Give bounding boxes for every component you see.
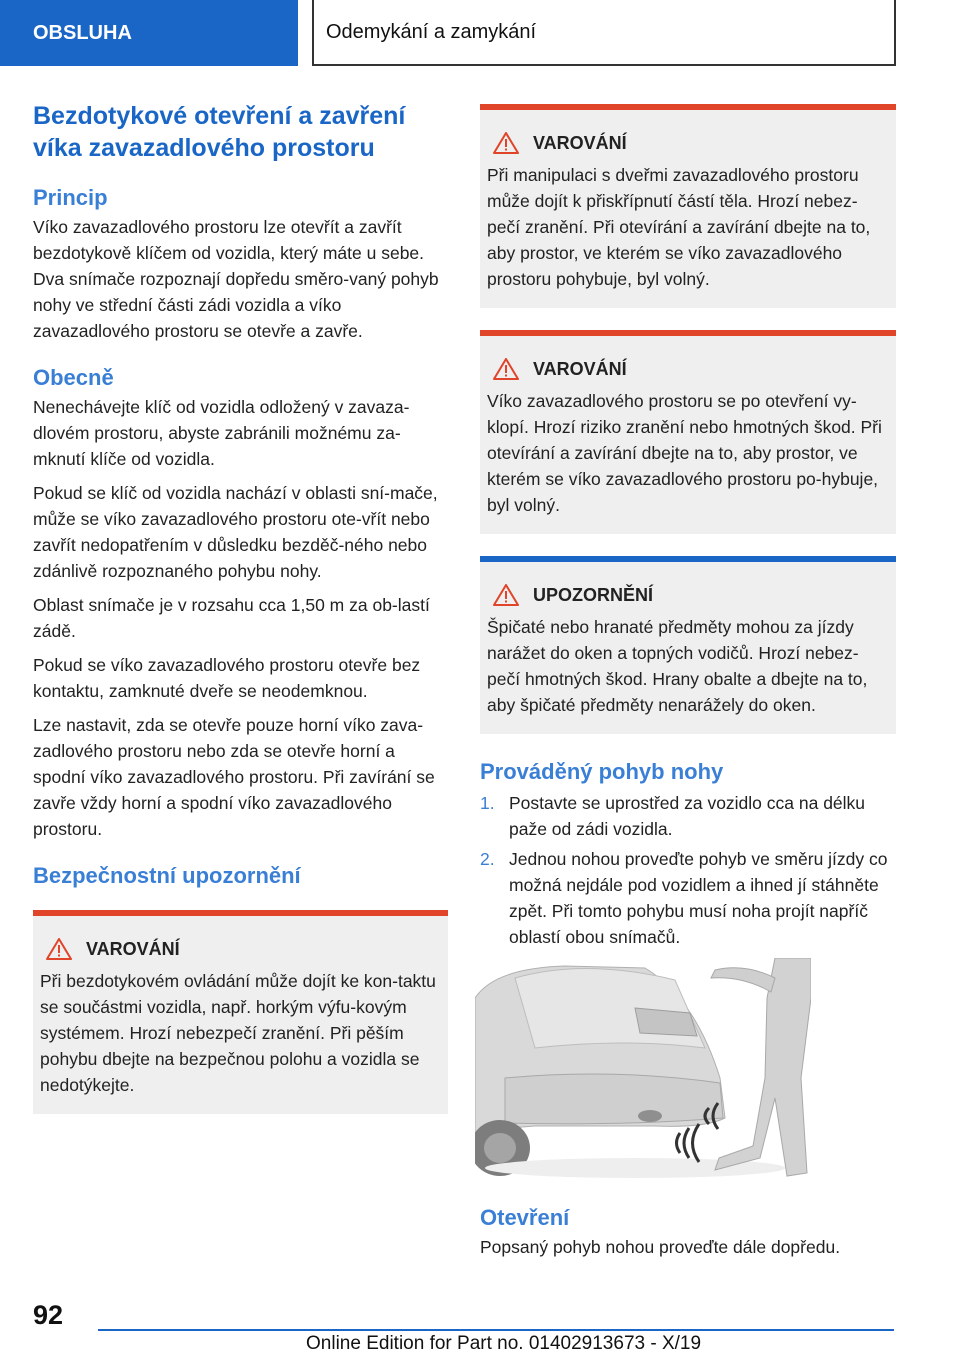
warning-title (487, 130, 889, 156)
warning-label: VAROVÁNÍ (86, 939, 180, 959)
warning-text: Víko zavazadlového prostoru se po otevření vy-klopí. Hrozí riziko zranění nebo hmotných škod. Při otevírání a zavírání dbejte na to, aby prostor, ve kterém se víko zavazadlového prostoru po-hybuje, byl volný. (487, 391, 882, 515)
warning-text: Při manipulaci s dveřmi zavazadlového prostoru může dojít k přiskřípnutí částí těla. Hrozí nebez-pečí zranění. Při otevírání a zavírání dbejte na to, aby prostor, ve kterém se víko zavazadlového prostoru pohybuje, byl volný. (487, 165, 871, 289)
general-paragraph: Nenechávejte klíč od vozidla odložený v zavaza-dlovém prostoru, abyste zabránili možnému za-mknutí klíče od vozidla. (33, 397, 410, 469)
warning-box (33, 910, 448, 1114)
open-heading: Otevření (480, 1205, 570, 1230)
warning-box (480, 330, 896, 534)
warning-triangle-icon (46, 938, 72, 960)
list-item (480, 846, 896, 950)
list-item (480, 790, 896, 842)
warning-triangle-icon (493, 358, 519, 380)
warning-box (480, 104, 896, 308)
general-paragraph: Pokud se víko zavazadlového prostoru otevře bez kontaktu, zamknuté dveře se neodemknou. (33, 655, 421, 701)
step-text: Jednou nohou proveďte pohyb ve směru jízdy co možná nejdále pod vozidlem a ihned jí stáhněte zpět. Při tomto pohybu musí noha projít napříč oblastí obou snímačů. (509, 849, 888, 947)
motion-heading: Prováděný pohyb nohy (480, 759, 724, 784)
notice-text: Špičaté nebo hranaté předměty mohou za jízdy narážet do oken a topných vodičů. Hrozí nebez-pečí hmotných škod. Hrany obalte a dbejte na to, aby špičaté předměty nenarážely do oken. (487, 617, 868, 715)
principle-heading: Princip (33, 185, 108, 210)
page-header (0, 0, 960, 66)
right-column (480, 104, 896, 1260)
safety-heading: Bezpečnostní upozornění (33, 863, 301, 888)
left-column (33, 100, 448, 1114)
page-number: 92 (33, 1300, 64, 1330)
notice-title (487, 582, 889, 608)
step-number: 2. (480, 849, 495, 869)
general-paragraph: Lze nastavit, zda se otevře pouze horní víko zava-zadlového prostoru nebo zda se otevře horní a spodní víko zavazadlového prostoru. Při zavírání se zavře vždy horní a spodní víko zavazadlového prostoru. (33, 715, 435, 839)
warning-text: Při bezdotykovém ovládání může dojít ke kon-taktu se součástmi vozidla, např. horkým výfu-kovým systémem. Hrozí nebezpečí zranění. Při pěším pohybu dbejte na bezpečnou polohu a vozidla se nedotýkejte. (40, 971, 436, 1095)
kick-sensor-illustration (475, 958, 811, 1180)
general-heading: Obecně (33, 365, 114, 390)
principle-text: Víko zavazadlového prostoru lze otevřít a zavřít bezdotykově klíčem od vozidla, který máte u sebe. Dva snímače rozpoznají dopředu směro-vaný pohyb nohy ve střední části zádi vozidla a víko zavazadlového prostoru se otevře a zavře. (33, 217, 439, 341)
general-paragraph: Oblast snímače je v rozsahu cca 1,50 m za ob-lastí zádě. (33, 595, 430, 641)
step-number: 1. (480, 793, 495, 813)
chapter-title: Odemykání a zamykání (312, 0, 896, 66)
footer-divider (98, 1329, 894, 1331)
warning-title (40, 936, 441, 962)
notice-box (480, 556, 896, 734)
notice-label: UPOZORNĚNÍ (533, 585, 654, 605)
warning-label: VAROVÁNÍ (533, 359, 627, 379)
step-text: Postavte se uprostřed za vozidlo cca na délku paže od zádi vozidla. (509, 793, 866, 839)
warning-label: VAROVÁNÍ (533, 133, 627, 153)
page-title: Bezdotykové otevření a zavření víka zavazadlového prostoru (33, 102, 406, 162)
general-paragraph: Pokud se klíč od vozidla nachází v oblasti sní-mače, může se víko zavazadlového prostoru ote-vřít nebo zavřít nedopatřením v důsledku bezděč-ného nebo zdánlivě rozpoznaného pohybu nohy. (33, 483, 438, 581)
steps-list (480, 790, 896, 950)
footer-edition: Online Edition for Part no. 01402913673 - X/19 (306, 1333, 702, 1354)
warning-title (487, 356, 889, 382)
caution-triangle-icon (493, 584, 519, 606)
section-tab: OBSLUHA (0, 0, 298, 66)
open-text: Popsaný pohyb nohou proveďte dále dopředu. (480, 1237, 841, 1257)
warning-triangle-icon (493, 132, 519, 154)
